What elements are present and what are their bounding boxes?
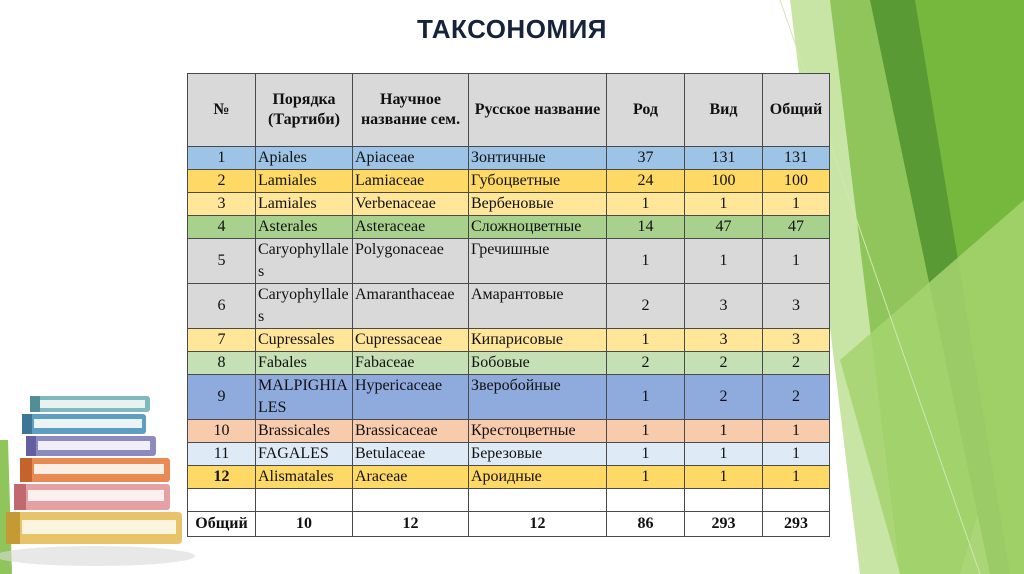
cell-family: Lamiaceae [353,170,469,193]
cell-species: 3 [685,329,763,352]
table-row [188,193,830,216]
book-4 [20,458,170,482]
cell-total: 1 [763,239,830,284]
cell-species: 1 [685,193,763,216]
cell-num: 5 [188,239,256,284]
total-label: Общий [188,512,256,537]
empty-cell [469,489,607,512]
cell-num: 7 [188,329,256,352]
cell-genus: 1 [607,375,685,420]
cell-species: 1 [685,466,763,489]
cell-total: 131 [763,147,830,170]
cell-total: 2 [763,352,830,375]
total-family: 12 [353,512,469,537]
cell-genus: 14 [607,216,685,239]
cell-species: 131 [685,147,763,170]
cell-total: 3 [763,284,830,329]
book-1 [30,396,150,412]
cell-total: 2 [763,375,830,420]
table-row [188,443,830,466]
cell-species: 1 [685,443,763,466]
cell-species: 2 [685,375,763,420]
cell-genus: 37 [607,147,685,170]
cell-order: Caryophyllales [256,284,353,329]
empty-cell [685,489,763,512]
cell-family: Brassicaceae [353,420,469,443]
books-shadow [0,546,195,566]
cell-family: Cupressaceae [353,329,469,352]
table-row [188,147,830,170]
cell-species: 3 [685,284,763,329]
header-russian: Русское название [469,74,607,147]
empty-cell [607,489,685,512]
total-genus: 86 [607,512,685,537]
cell-family: Polygonaceae [353,239,469,284]
empty-cell [256,489,353,512]
table-row [188,352,830,375]
table-row-empty [188,489,830,512]
cell-genus: 24 [607,170,685,193]
cell-num: 3 [188,193,256,216]
cell-genus: 2 [607,284,685,329]
cell-russian: Сложноцветные [469,216,607,239]
cell-order: Cupressales [256,329,353,352]
header-genus: Род [607,74,685,147]
cell-family: Amaranthaceae [353,284,469,329]
books-stack-illustration [0,380,200,574]
cell-total: 1 [763,420,830,443]
cell-genus: 1 [607,193,685,216]
book-3 [26,436,156,456]
cell-species: 1 [685,239,763,284]
cell-total: 3 [763,329,830,352]
cell-species: 100 [685,170,763,193]
cell-order: Brassicales [256,420,353,443]
cell-russian: Вербеновые [469,193,607,216]
cell-genus: 1 [607,329,685,352]
cell-num: 10 [188,420,256,443]
cell-russian: Березовые [469,443,607,466]
cell-num: 1 [188,147,256,170]
cell-species: 2 [685,352,763,375]
cell-russian: Крестоцветные [469,420,607,443]
cell-species: 1 [685,420,763,443]
table-row [188,284,830,329]
cell-num: 9 [188,375,256,420]
cell-family: Fabaceae [353,352,469,375]
table-row [188,216,830,239]
total-species: 293 [685,512,763,537]
table-body [188,147,830,537]
cell-russian: Ароидные [469,466,607,489]
cell-order: Apiales [256,147,353,170]
total-total: 293 [763,512,830,537]
cell-order: Fabales [256,352,353,375]
cell-family: Hypericaceae [353,375,469,420]
cell-family: Araceae [353,466,469,489]
header-order: Порядка (Тартиби) [256,74,353,147]
cell-family: Verbenaceae [353,193,469,216]
empty-cell [353,489,469,512]
cell-russian: Гречишные [469,239,607,284]
cell-total: 100 [763,170,830,193]
cell-genus: 1 [607,466,685,489]
cell-genus: 1 [607,239,685,284]
cell-family: Betulaceae [353,443,469,466]
book-6 [6,512,182,544]
cell-total: 1 [763,193,830,216]
table-row-total [188,512,830,537]
cell-order: Asterales [256,216,353,239]
cell-russian: Амарантовые [469,284,607,329]
table-row [188,170,830,193]
header-family: Научное название сем. [353,74,469,147]
cell-species: 47 [685,216,763,239]
header-num: № [188,74,256,147]
empty-cell [188,489,256,512]
cell-family: Apiaceae [353,147,469,170]
cell-num: 12 [188,466,256,489]
cell-num: 2 [188,170,256,193]
empty-cell [763,489,830,512]
header-species: Вид [685,74,763,147]
cell-order: Caryophyllales [256,239,353,284]
cell-num: 4 [188,216,256,239]
cell-russian: Бобовые [469,352,607,375]
page-title: ТАКСОНОМИЯ [417,14,607,44]
table-row [188,466,830,489]
cell-total: 1 [763,443,830,466]
cell-order: Lamiales [256,193,353,216]
table-row [188,375,830,420]
cell-num: 8 [188,352,256,375]
cell-genus: 1 [607,420,685,443]
cell-order: MALPIGHIALES [256,375,353,420]
table-row [188,239,830,284]
cell-num: 11 [188,443,256,466]
total-russian: 12 [469,512,607,537]
cell-order: Lamiales [256,170,353,193]
table-row [188,420,830,443]
cell-order: FAGALES [256,443,353,466]
cell-russian: Кипарисовые [469,329,607,352]
book-5 [14,484,170,510]
cell-russian: Губоцветные [469,170,607,193]
cell-genus: 1 [607,443,685,466]
header-total: Общий [763,74,830,147]
cell-total: 47 [763,216,830,239]
cell-russian: Зверобойные [469,375,607,420]
total-order: 10 [256,512,353,537]
cell-num: 6 [188,284,256,329]
cell-russian: Зонтичные [469,147,607,170]
cell-genus: 2 [607,352,685,375]
table-row [188,329,830,352]
cell-total: 1 [763,466,830,489]
book-2 [22,414,146,434]
cell-order: Alismatales [256,466,353,489]
cell-family: Asteraceae [353,216,469,239]
taxonomy-table [187,73,830,537]
table-header-row [188,74,830,147]
